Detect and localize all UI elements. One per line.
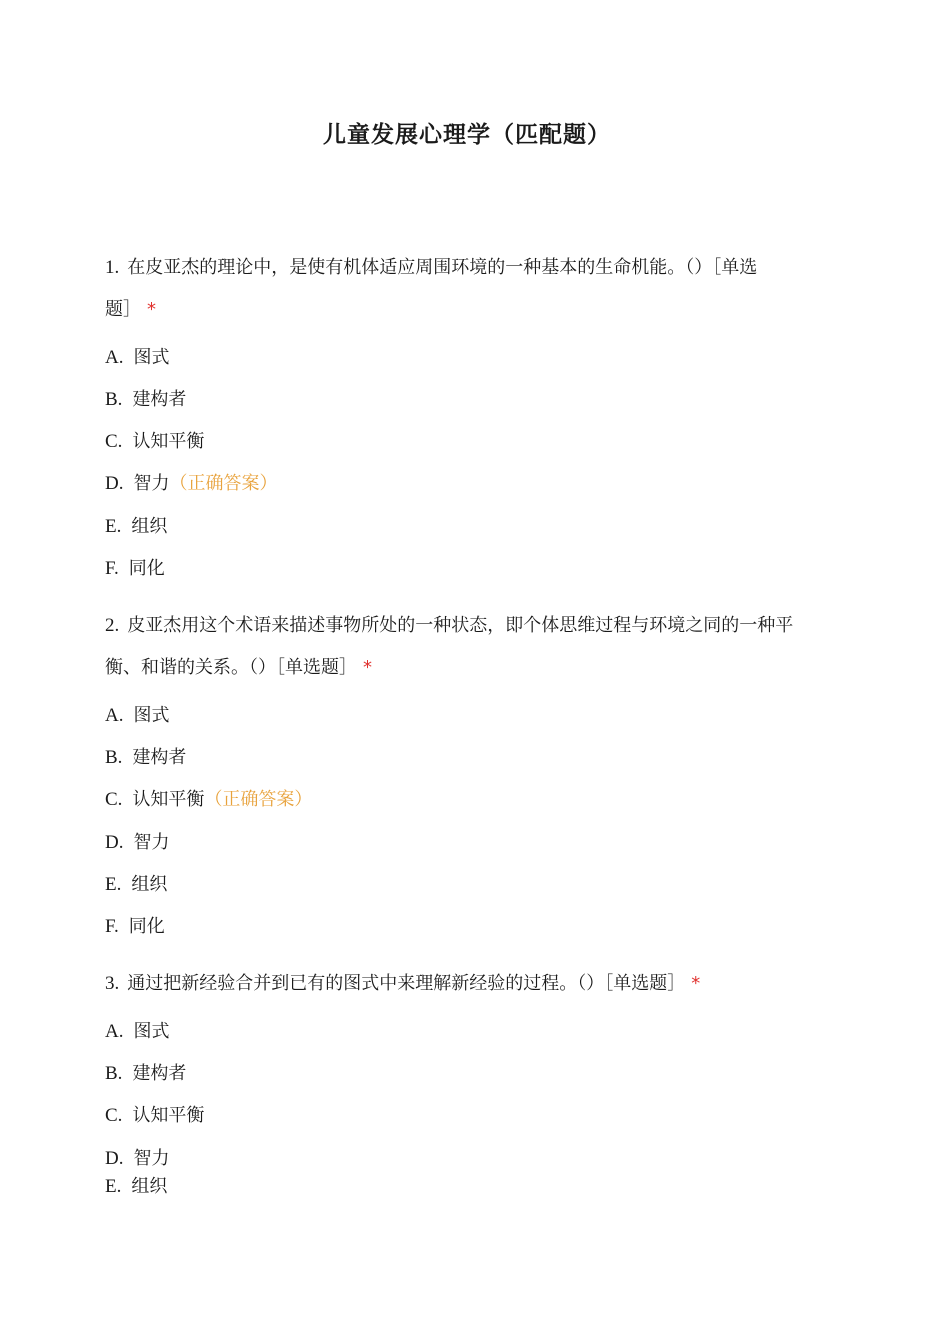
question-1-text [105, 256, 757, 280]
option-2e [105, 873, 167, 897]
option-3a [105, 1020, 169, 1044]
option-text: 组织 [131, 874, 168, 895]
question-number: 1. [105, 257, 120, 278]
question-number: 3. [105, 973, 120, 994]
question-2-text [105, 614, 793, 638]
option-letter: C. [105, 789, 123, 810]
option-text: 认知平衡 [132, 789, 205, 810]
option-1b [105, 388, 186, 412]
option-text: 建构者 [132, 389, 187, 410]
option-text: 组织 [131, 1176, 168, 1197]
option-letter: D. [105, 473, 124, 494]
option-text: 智力 [133, 832, 170, 853]
question-stem-line1: 通过把新经验合并到已有的图式中来理解新经验的过程。（）［单选题］ [127, 973, 686, 994]
option-letter: F. [105, 916, 119, 937]
option-text: 图式 [133, 1021, 170, 1042]
option-letter: E. [105, 1176, 122, 1197]
correct-answer-label: （正确答案） [169, 473, 278, 494]
question-stem-line1: 皮亚杰用这个术语来描述事物所处的一种状态，即个体思维过程与环境之同的一种平 [127, 615, 794, 636]
option-text: 图式 [133, 705, 170, 726]
option-1a [105, 346, 169, 370]
option-1c [105, 430, 204, 454]
option-text: 同化 [128, 558, 165, 579]
page-title: 儿童发展心理学（匹配题） [323, 122, 611, 148]
option-2f [105, 915, 165, 939]
option-letter: B. [105, 747, 123, 768]
required-marker: * [147, 299, 156, 320]
option-letter: B. [105, 1063, 123, 1084]
option-letter: A. [105, 1021, 124, 1042]
option-3d [105, 1147, 169, 1171]
option-1f [105, 557, 165, 581]
option-2b [105, 746, 186, 770]
question-stem-line2: 题］ [105, 299, 141, 320]
option-letter: D. [105, 1148, 124, 1169]
question-2-text-cont [105, 656, 372, 680]
option-text: 认知平衡 [132, 431, 205, 452]
question-number: 2. [105, 615, 120, 636]
option-letter: E. [105, 516, 122, 537]
option-2d [105, 831, 169, 855]
option-letter: E. [105, 874, 122, 895]
option-3b [105, 1062, 186, 1086]
question-stem-line1: 在皮亚杰的理论中，是使有机体适应周围环境的一种基本的生命机能。（）［单选 [127, 257, 758, 278]
required-marker: * [363, 657, 372, 678]
option-letter: A. [105, 347, 124, 368]
option-2a [105, 704, 169, 728]
option-text: 建构者 [132, 747, 187, 768]
option-letter: B. [105, 389, 123, 410]
option-1d [105, 472, 277, 496]
question-3-text [105, 972, 700, 996]
required-marker: * [691, 973, 701, 994]
option-3e [105, 1175, 167, 1199]
option-text: 智力 [133, 1148, 170, 1169]
option-text: 认知平衡 [132, 1105, 205, 1126]
option-letter: C. [105, 1105, 123, 1126]
option-text: 组织 [131, 516, 168, 537]
option-letter: D. [105, 832, 124, 853]
option-1e [105, 515, 167, 539]
option-text: 图式 [133, 347, 170, 368]
option-3c [105, 1104, 204, 1128]
option-text: 智力 [133, 473, 170, 494]
option-text: 同化 [128, 916, 165, 937]
option-text: 建构者 [132, 1063, 187, 1084]
option-letter: C. [105, 431, 123, 452]
option-letter: A. [105, 705, 124, 726]
option-2c [105, 788, 312, 812]
option-letter: F. [105, 558, 119, 579]
correct-answer-label: （正确答案） [204, 789, 313, 810]
question-1-text-cont [105, 298, 156, 322]
question-stem-line2: 衡、和谐的关系。（）［单选题］ [105, 657, 357, 678]
